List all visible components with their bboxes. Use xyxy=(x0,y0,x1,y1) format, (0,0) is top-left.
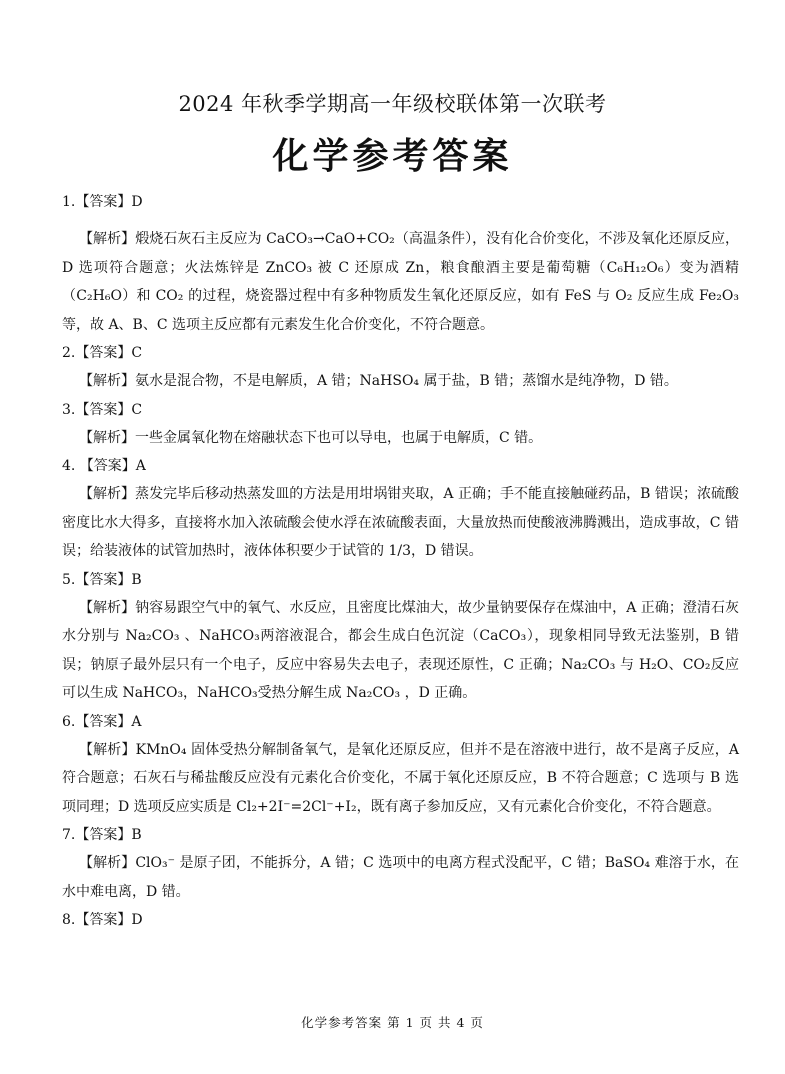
answer-explanation: 【解析】ClO₃⁻ 是原子团，不能拆分，A 错；C 选项中的电离方程式没配平，C 错；BaSO₄ 难溶于水，在水中难电离，D 错。 xyxy=(62,855,739,900)
answer-head: 3.【答案】C xyxy=(62,401,143,418)
page-footer: 化学参考答案 第 1 页 共 4 页 xyxy=(301,1015,484,1030)
answer-explanation: 【解析】一些金属氧化物在熔融状态下也可以导电，也属于电解质，C 错。 xyxy=(79,429,543,446)
answer-head: 8.【答案】D xyxy=(62,912,143,928)
answer-item-3 xyxy=(62,396,739,453)
answer-item-8 xyxy=(62,906,739,934)
answer-item-2 xyxy=(62,339,739,396)
answer-explanation: 【解析】钠容易跟空气中的氧气、水反应，且密度比煤油大，故少量钠要保存在煤油中，A 正确；澄清石灰水分别与 Na₂CO₃ 、NaHCO₃两溶液混合，都会生成白色沉淀（CaCO₃），现象相同导致无法鉴别，B 错误；钠原子最外层只有一个电子，反应中容易失去电子，表现还原性，C 正确；Na₂CO₃ 与 H₂O、CO₂反应可以生成 NaHCO₃，NaHCO₃受热分解生成 Na₂CO₃ ，D 正确。 xyxy=(62,599,739,701)
page-title: 化学参考答案 xyxy=(272,136,513,177)
answer-item-7 xyxy=(62,821,739,906)
answer-list xyxy=(62,188,739,934)
answer-head: 2.【答案】C xyxy=(62,345,143,361)
answer-item-5 xyxy=(62,566,739,708)
answer-explanation: 【解析】蒸发完毕后移动热蒸发皿的方法是用坩埚钳夹取，A 正确；手不能直接触碰药品，B 错误；浓硫酸密度比水大得多，直接将水加入浓硫酸会使水浮在浓硫酸表面，大量放热而使酸液沸腾溅出，造成事故，C 错误；给装液体的试管加热时，液体体积要少于试管的 1/3，D 错误。 xyxy=(62,486,739,559)
answer-item-4 xyxy=(62,452,739,566)
answer-head: 5.【答案】B xyxy=(62,571,142,588)
answer-head: 4. 【答案】A xyxy=(62,458,146,474)
answer-item-6 xyxy=(62,708,739,822)
answer-explanation: 【解析】煅烧石灰石主反应为 CaCO₃→CaO+CO₂（高温条件），没有化合价变化，不涉及氧化还原反应，D 选项符合题意；火法炼锌是 ZnCO₃ 被 C 还原成 Zn，粮食酿酒主要是葡萄糖（C₆H₁₂O₆）变为酒精（C₂H₆O）和 CO₂ 的过程，烧瓷器过程中有多种物质发生氧化还原反应，如有 FeS 与 O₂ 反应生成 Fe₂O₃ 等，故 A、B、C 选项主反应都有元素发生化合价变化，不符合题意。 xyxy=(62,231,739,333)
answer-explanation: 【解析】氨水是混合物，不是电解质，A 错；NaHSO₄ 属于盐，B 错；蒸馏水是纯净物，D 错。 xyxy=(79,373,678,389)
answer-head: 6.【答案】A xyxy=(62,713,142,730)
answer-item-1 xyxy=(62,188,739,339)
answer-head: 7.【答案】B xyxy=(62,827,142,843)
answer-head: 1.【答案】D xyxy=(62,194,143,210)
exam-title: 2024 年秋季学期高一年级校联体第一次联考 xyxy=(178,92,607,116)
answer-explanation: 【解析】KMnO₄ 固体受热分解制备氧气，是氧化还原反应，但并不是在溶液中进行，故不是离子反应，A 符合题意；石灰石与稀盐酸反应没有元素化合价变化，不属于氧化还原反应，B 不符合题意；C 选项与 B 选项同理；D 选项反应实质是 Cl₂+2I⁻=2Cl⁻+I₂，既有离子参加反应，又有元素化合价变化，不符合题意。 xyxy=(62,741,739,815)
